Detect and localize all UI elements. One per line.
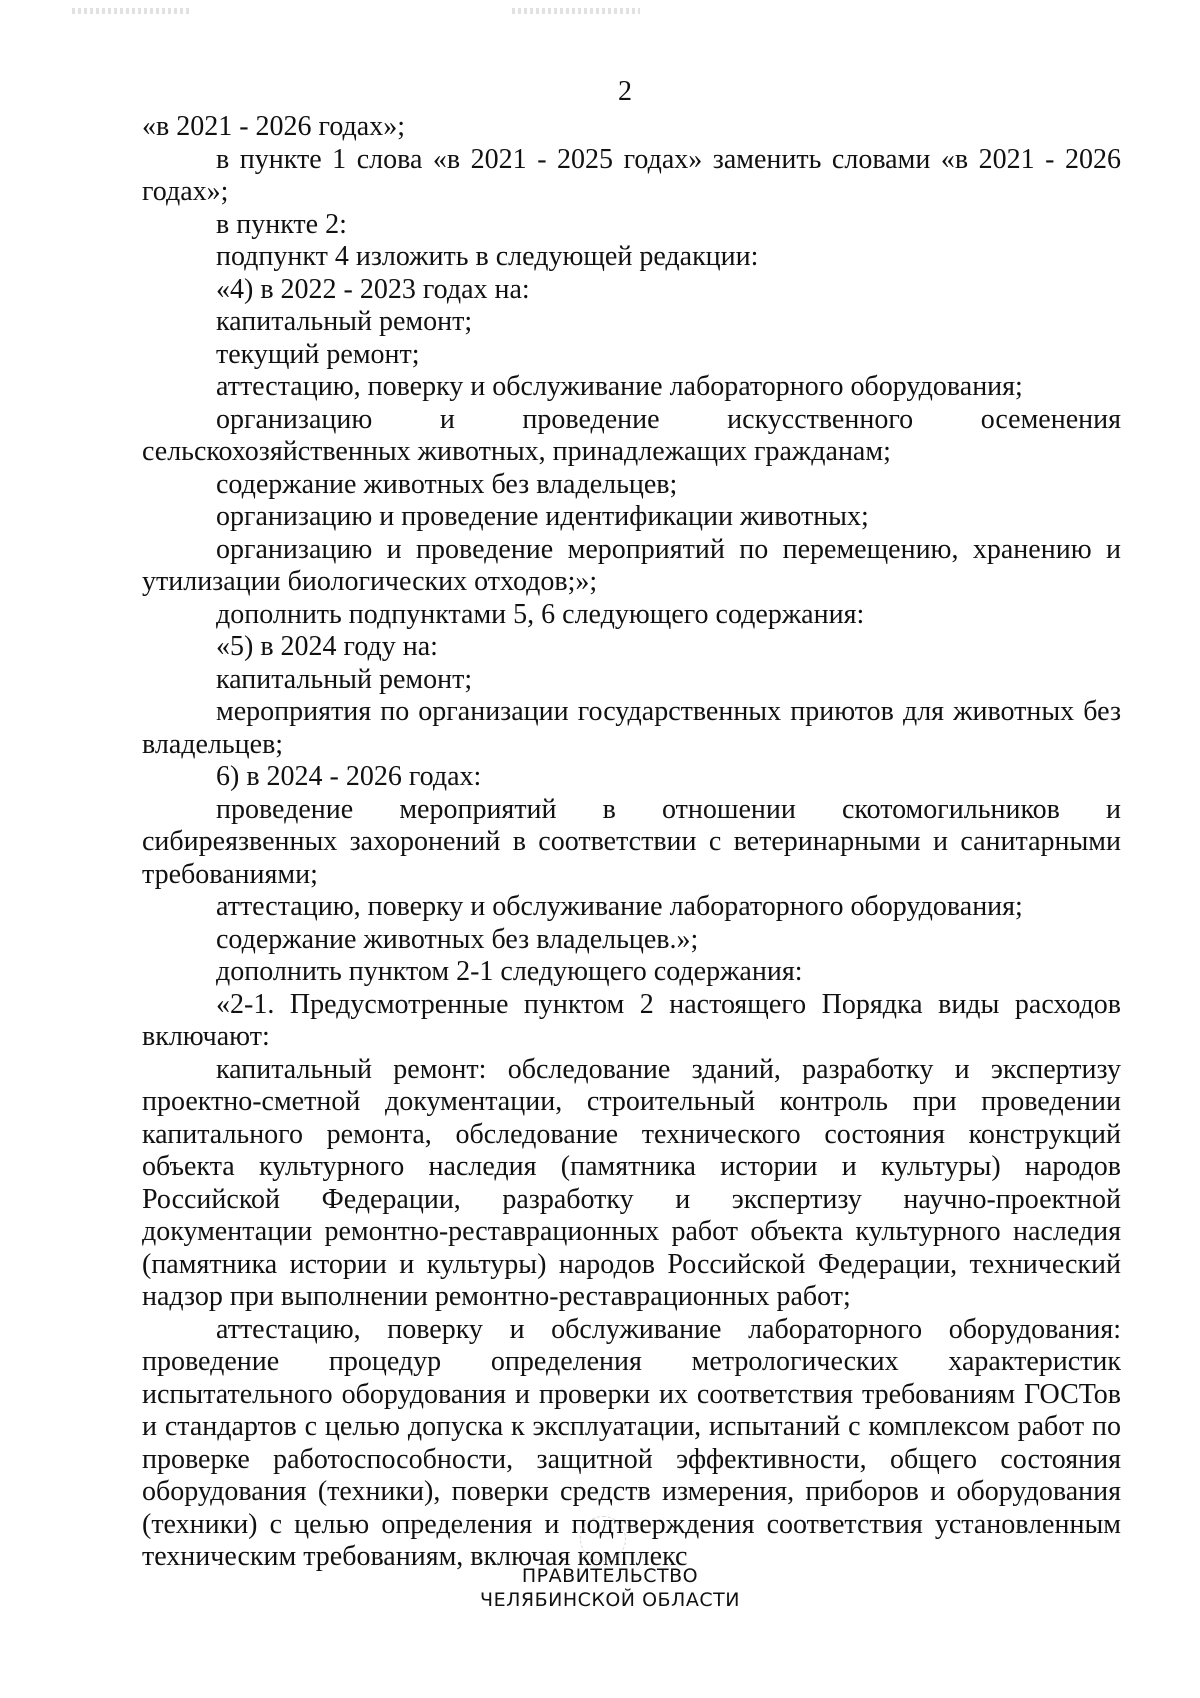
paragraph: «4) в 2022 - 2023 годах на: <box>216 273 530 305</box>
scan-artifact-left <box>72 8 190 14</box>
paragraph: капитальный ремонт; <box>216 663 473 695</box>
paragraph: в пункте 1 слова «в 2021 - 2025 годах» заменить словами «в 2021 - 2026 годах»; <box>142 143 1121 207</box>
document-stamp <box>0 1564 1200 1612</box>
paragraph: «в 2021 - 2026 годах»; <box>142 111 405 142</box>
paragraph: 6) в 2024 - 2026 годах: <box>216 761 482 792</box>
paragraph: аттестацию, поверку и обслуживание лабораторного оборудования: проведение процедур определения метрологических характеристик испытательного оборудования и проверки их соответствия требованиям ГОСТов и стандартов с целью допуска к эксплуатации, испытаний с комплексом работ по проверке работоспособности, защитной эффективности, общего состояния оборудования (техники), поверки средств измерения, приборов и оборудования (техники) с целью определения и подтверждения соответствия установленным техническим требованиям, включая комплекс <box>142 1313 1121 1572</box>
paragraph: «2-1. Предусмотренные пунктом 2 настоящего Порядка виды расходов включают: <box>142 988 1121 1052</box>
paragraph: организацию и проведение искусственного осеменения сельскохозяйственных животных, принадлежащих гражданам; <box>142 403 1121 467</box>
paragraph: содержание животных без владельцев.»; <box>216 923 699 955</box>
paragraph: организацию и проведение идентификации животных; <box>216 501 869 532</box>
paragraph: подпункт 4 изложить в следующей редакции: <box>216 241 759 272</box>
paragraph: проведение мероприятий в отношении скотомогильников и сибиреязвенных захоронений в соответствии с ветеринарными и санитарными требованиями; <box>142 793 1121 890</box>
paragraph: организацию и проведение мероприятий по перемещению, хранению и утилизации биологических отходов;»; <box>142 533 1121 597</box>
paragraph: капитальный ремонт; <box>216 306 473 337</box>
page-number: 2 <box>618 76 632 107</box>
seal-mark <box>580 1516 626 1562</box>
stamp-line-1: ПРАВИТЕЛЬСТВО <box>521 1565 699 1587</box>
paragraph: мероприятия по организации государственных приютов для животных без владельцев; <box>142 696 1121 760</box>
paragraph: дополнить подпунктами 5, 6 следующего содержания: <box>216 598 865 630</box>
paragraph: аттестацию, поверку и обслуживание лабораторного оборудования; <box>216 371 1023 402</box>
paragraph: «5) в 2024 году на: <box>216 631 438 662</box>
scan-artifact-center <box>512 8 640 14</box>
document-body <box>142 111 1121 1574</box>
paragraph: дополнить пунктом 2-1 следующего содержания: <box>216 956 803 987</box>
paragraph: содержание животных без владельцев; <box>216 468 678 500</box>
paragraph: аттестацию, поверку и обслуживание лабораторного оборудования; <box>216 891 1023 922</box>
paragraph: капитальный ремонт: обследование зданий, разработку и экспертизу проектно-сметной документации, строительный контроль при проведении капитального ремонта, обследование технического состояния конструкций объекта культурного наследия (памятника истории и культуры) народов Российской Федерации, разработку и экспертизу научно-проектной документации ремонтно-реставрационных работ объекта культурного наследия (памятника истории и культуры) народов Российской Федерации, технический надзор при выполнении ремонтно-реставрационных работ; <box>142 1053 1121 1312</box>
paragraph: в пункте 2: <box>216 208 347 240</box>
stamp-line-2: ЧЕЛЯБИНСКОЙ ОБЛАСТИ <box>480 1589 740 1611</box>
paragraph: текущий ремонт; <box>216 338 420 370</box>
